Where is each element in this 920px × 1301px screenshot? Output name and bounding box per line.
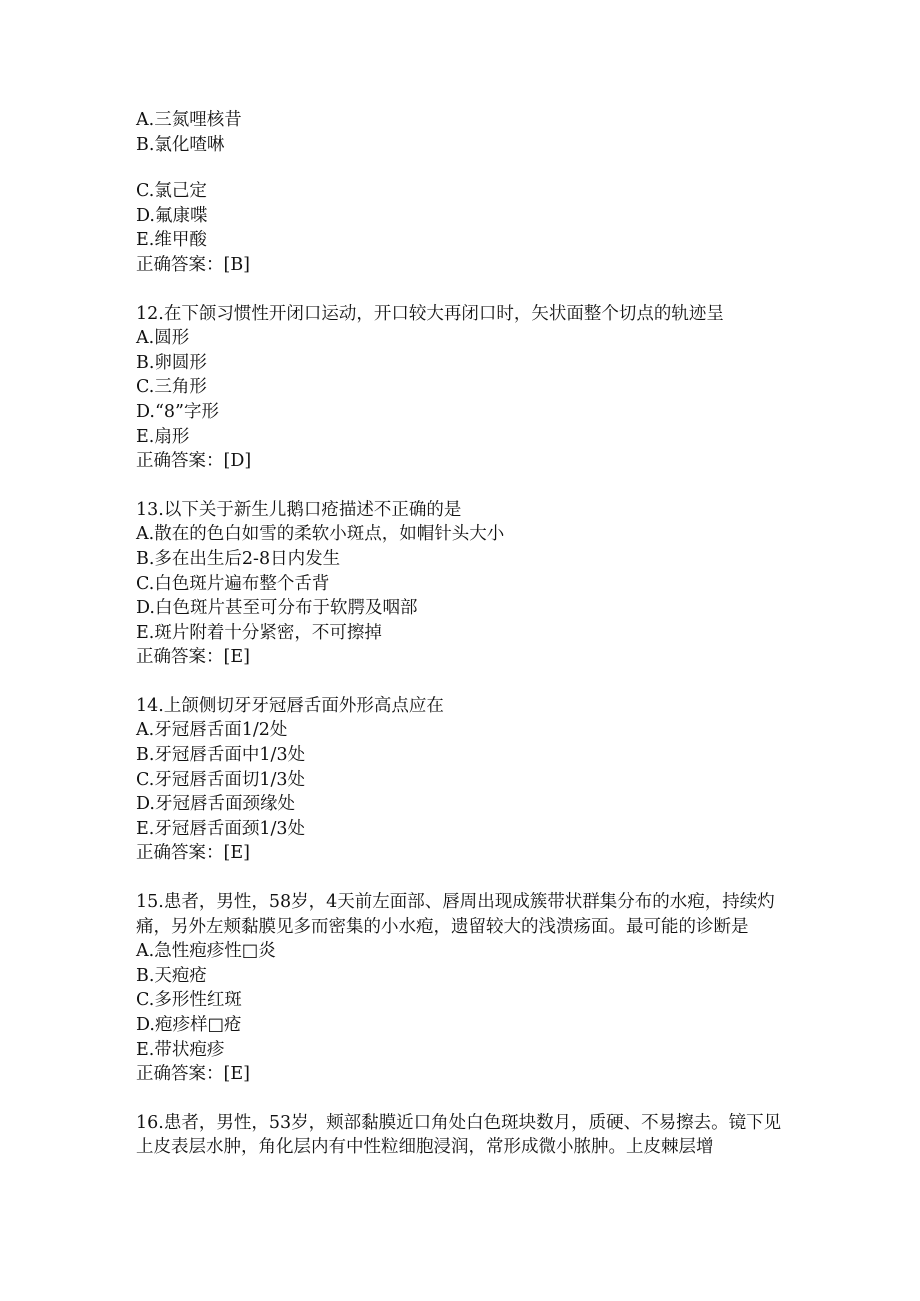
option-b: B.多在出生后2-8日内发生: [136, 548, 341, 569]
option-a: A.牙冠唇舌面1/2处: [136, 720, 288, 741]
option-c: C.白色斑片遍布整个舌背: [136, 573, 330, 594]
option-a: A.圆形: [136, 328, 190, 349]
option-c: C.三角形: [136, 377, 207, 398]
question-13: [136, 498, 786, 670]
question-stem: 15.患者，男性，58岁，4天前左面部、唇周出现成簇带状群集分布的水疱，持续灼痛，另外左颊黏膜见多而密集的小水疱，遗留较大的浅溃疡面。最可能的诊断是: [136, 892, 775, 937]
question-16: [136, 1111, 786, 1160]
option-e: E.扇形: [136, 426, 190, 447]
question-15: [136, 890, 786, 1087]
question-11-tail: [136, 108, 786, 278]
option-c: C.牙冠唇舌面切1/3处: [136, 769, 305, 790]
option-a: A.三氮哩核昔: [136, 110, 242, 130]
option-e: E.牙冠唇舌面颈1/3处: [136, 818, 306, 839]
question-stem: 14.上颌侧切牙牙冠唇舌面外形高点应在: [136, 695, 444, 716]
option-e: E.斑片附着十分紧密，不可擦掉: [136, 622, 382, 643]
option-d: D.牙冠唇舌面颈缘处: [136, 794, 295, 815]
option-e: E.带状疱疹: [136, 1039, 225, 1060]
option-d: D.氟康喋: [136, 205, 208, 226]
option-a: A.散在的色白如雪的柔软小斑点，如帽针头大小: [136, 524, 505, 545]
exam-page: [136, 108, 786, 1184]
option-d: D.白色斑片甚至可分布于软腭及咽部: [136, 598, 418, 619]
correct-answer: 正确答案：[E]: [136, 843, 250, 864]
question-stem: 12.在下颌习惯性开闭口运动，开口较大再闭口时，矢状面整个切点的轨迹呈: [136, 303, 724, 324]
correct-answer: 正确答案：[B]: [136, 254, 251, 275]
option-b: B.氯化喳啉: [136, 134, 225, 155]
correct-answer: 正确答案：[D]: [136, 451, 252, 472]
question-14: [136, 694, 786, 866]
question-stem: 13.以下关于新生儿鹅口疮描述不正确的是: [136, 499, 462, 520]
correct-answer: 正确答案：[E]: [136, 1064, 250, 1085]
option-a: A.急性疱疹性□炎: [136, 941, 276, 962]
option-c: C.氯己定: [136, 181, 207, 202]
option-b: B.天疱疮: [136, 965, 207, 986]
option-d: D.疱疹样□疮: [136, 1015, 242, 1035]
option-c: C.多形性红斑: [136, 990, 242, 1011]
option-e: E.维甲酸: [136, 230, 207, 251]
question-12: [136, 302, 786, 474]
option-d: D.“8”字形: [136, 401, 219, 422]
option-b: B.牙冠唇舌面中1/3处: [136, 745, 306, 766]
question-stem: 16.患者，男性，53岁，颊部黏膜近口角处白色斑块数月，质硬、不易擦去。镜下见上皮表层水肿，角化层内有中性粒细胞浸润，常形成微小脓肿。上皮棘层增: [136, 1112, 782, 1158]
option-b: B.卵圆形: [136, 352, 207, 373]
correct-answer: 正确答案：[E]: [136, 647, 250, 668]
